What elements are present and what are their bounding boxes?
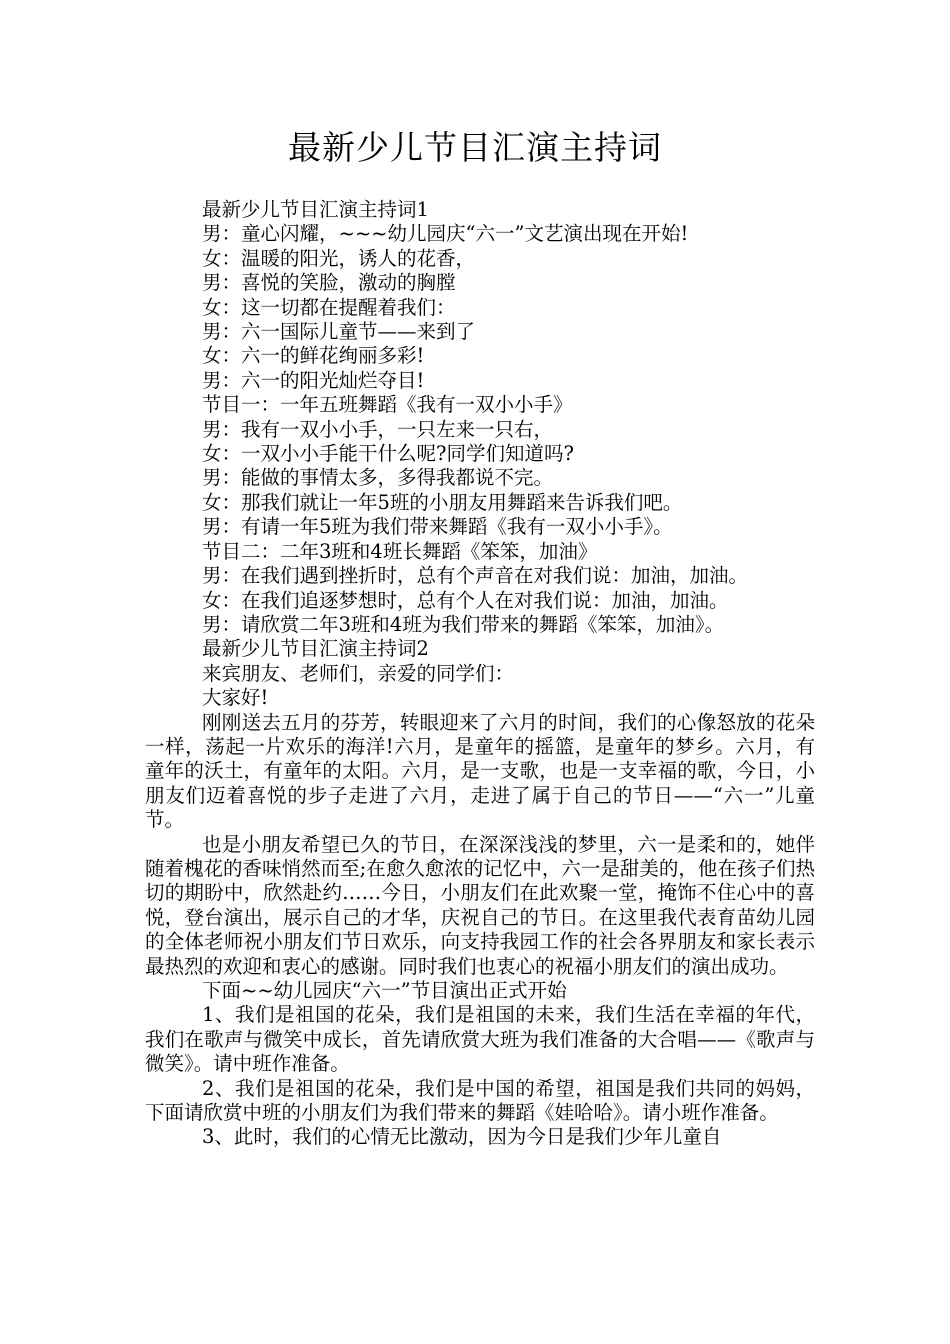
paragraph: 来宾朋友、老师们，亲爱的同学们： (202, 661, 515, 685)
paragraph: 女：六一的鲜花绚丽多彩! (202, 344, 425, 368)
paragraph: 男：六一国际儿童节——来到了 (202, 320, 476, 344)
document-title: 最新少儿节目汇演主持词 (288, 128, 662, 167)
paragraph: 男：请欣赏二年3班和4班为我们带来的舞蹈《笨笨，加油》。 (202, 612, 725, 636)
paragraph: 刚刚送去五月的芬芳，转眼迎来了六月的时间，我们的心像怒放的花朵一样，荡起一片欢乐的海洋!六月，是童年的摇篮，是童年的梦乡。六月，有童年的沃土，有童年的太阳。六月，是一支歌，也是一支幸福的歌，今日，小朋友们迈着喜悦的步子走进了六月，走进了属于自己的节日——“六一”儿童节。 (145, 710, 815, 832)
paragraph: 下面~~幼儿园庆“六一”节目演出正式开始 (202, 979, 567, 1002)
paragraph: 女：在我们追逐梦想时，总有个人在对我们说：加油，加油。 (202, 588, 729, 612)
paragraph: 男：我有一双小小手，一只左来一只右， (202, 417, 554, 441)
paragraph: 女：温暖的阳光，诱人的花香， (202, 246, 476, 270)
paragraph: 最新少儿节目汇演主持词2 (202, 637, 429, 661)
paragraph: 男：喜悦的笑脸，激动的胸膛 (202, 271, 456, 295)
paragraph: 节目二：二年3班和4班长舞蹈《笨笨，加油》 (202, 539, 598, 563)
paragraph: 男：能做的事情太多，多得我都说不完。 (202, 466, 554, 490)
paragraph: 1、我们是祖国的花朵，我们是祖国的未来，我们生活在幸福的年代，我们在歌声与微笑中成长，首先请欣赏大班为我们准备的大合唱——《歌声与微笑》。请中班作准备。 (145, 1003, 815, 1076)
document-body (145, 198, 815, 1150)
paragraph: 3、此时，我们的心情无比激动，因为今日是我们少年儿童自 (202, 1125, 722, 1149)
paragraph: 最新少儿节目汇演主持词1 (202, 198, 429, 221)
paragraph: 男：六一的阳光灿烂夺目! (202, 368, 425, 392)
paragraph: 男：在我们遇到挫折时，总有个声音在对我们说：加油，加油。 (202, 564, 749, 588)
paragraph: 2、我们是祖国的花朵，我们是中国的希望，祖国是我们共同的妈妈，下面请欣赏中班的小朋友们为我们带来的舞蹈《娃哈哈》。请小班作准备。 (145, 1076, 815, 1125)
paragraph: 男：童心闪耀，~~~幼儿园庆“六一”文艺演出现在开始! (202, 222, 689, 246)
paragraph: 女：一双小小手能干什么呢?同学们知道吗? (202, 442, 574, 466)
paragraph: 女：那我们就让一年5班的小朋友用舞蹈来告诉我们吧。 (202, 490, 683, 514)
paragraph: 节目一：一年五班舞蹈《我有一双小小手》 (202, 393, 573, 417)
paragraph: 女：这一切都在提醒着我们： (202, 295, 456, 319)
paragraph: 也是小朋友希望已久的节日，在深深浅浅的梦里，六一是柔和的，她伴随着槐花的香味悄然而至;在愈久愈浓的记忆中，六一是甜美的，他在孩子们热切的期盼中，欣然赴约……今日，小朋友们在此欢聚一堂，掩饰不住心中的喜悦，登台演出，展示自己的才华，庆祝自己的节日。在这里我代表育苗幼儿园的全体老师祝小朋友们节日欢乐，向支持我园工作的社会各界朋友和家长表示最热烈的欢迎和衷心的感谢。同时我们也衷心的祝福小朋友们的演出成功。 (145, 832, 815, 978)
paragraph: 男：有请一年5班为我们带来舞蹈《我有一双小小手》。 (202, 515, 673, 539)
paragraph: 大家好! (202, 686, 269, 710)
